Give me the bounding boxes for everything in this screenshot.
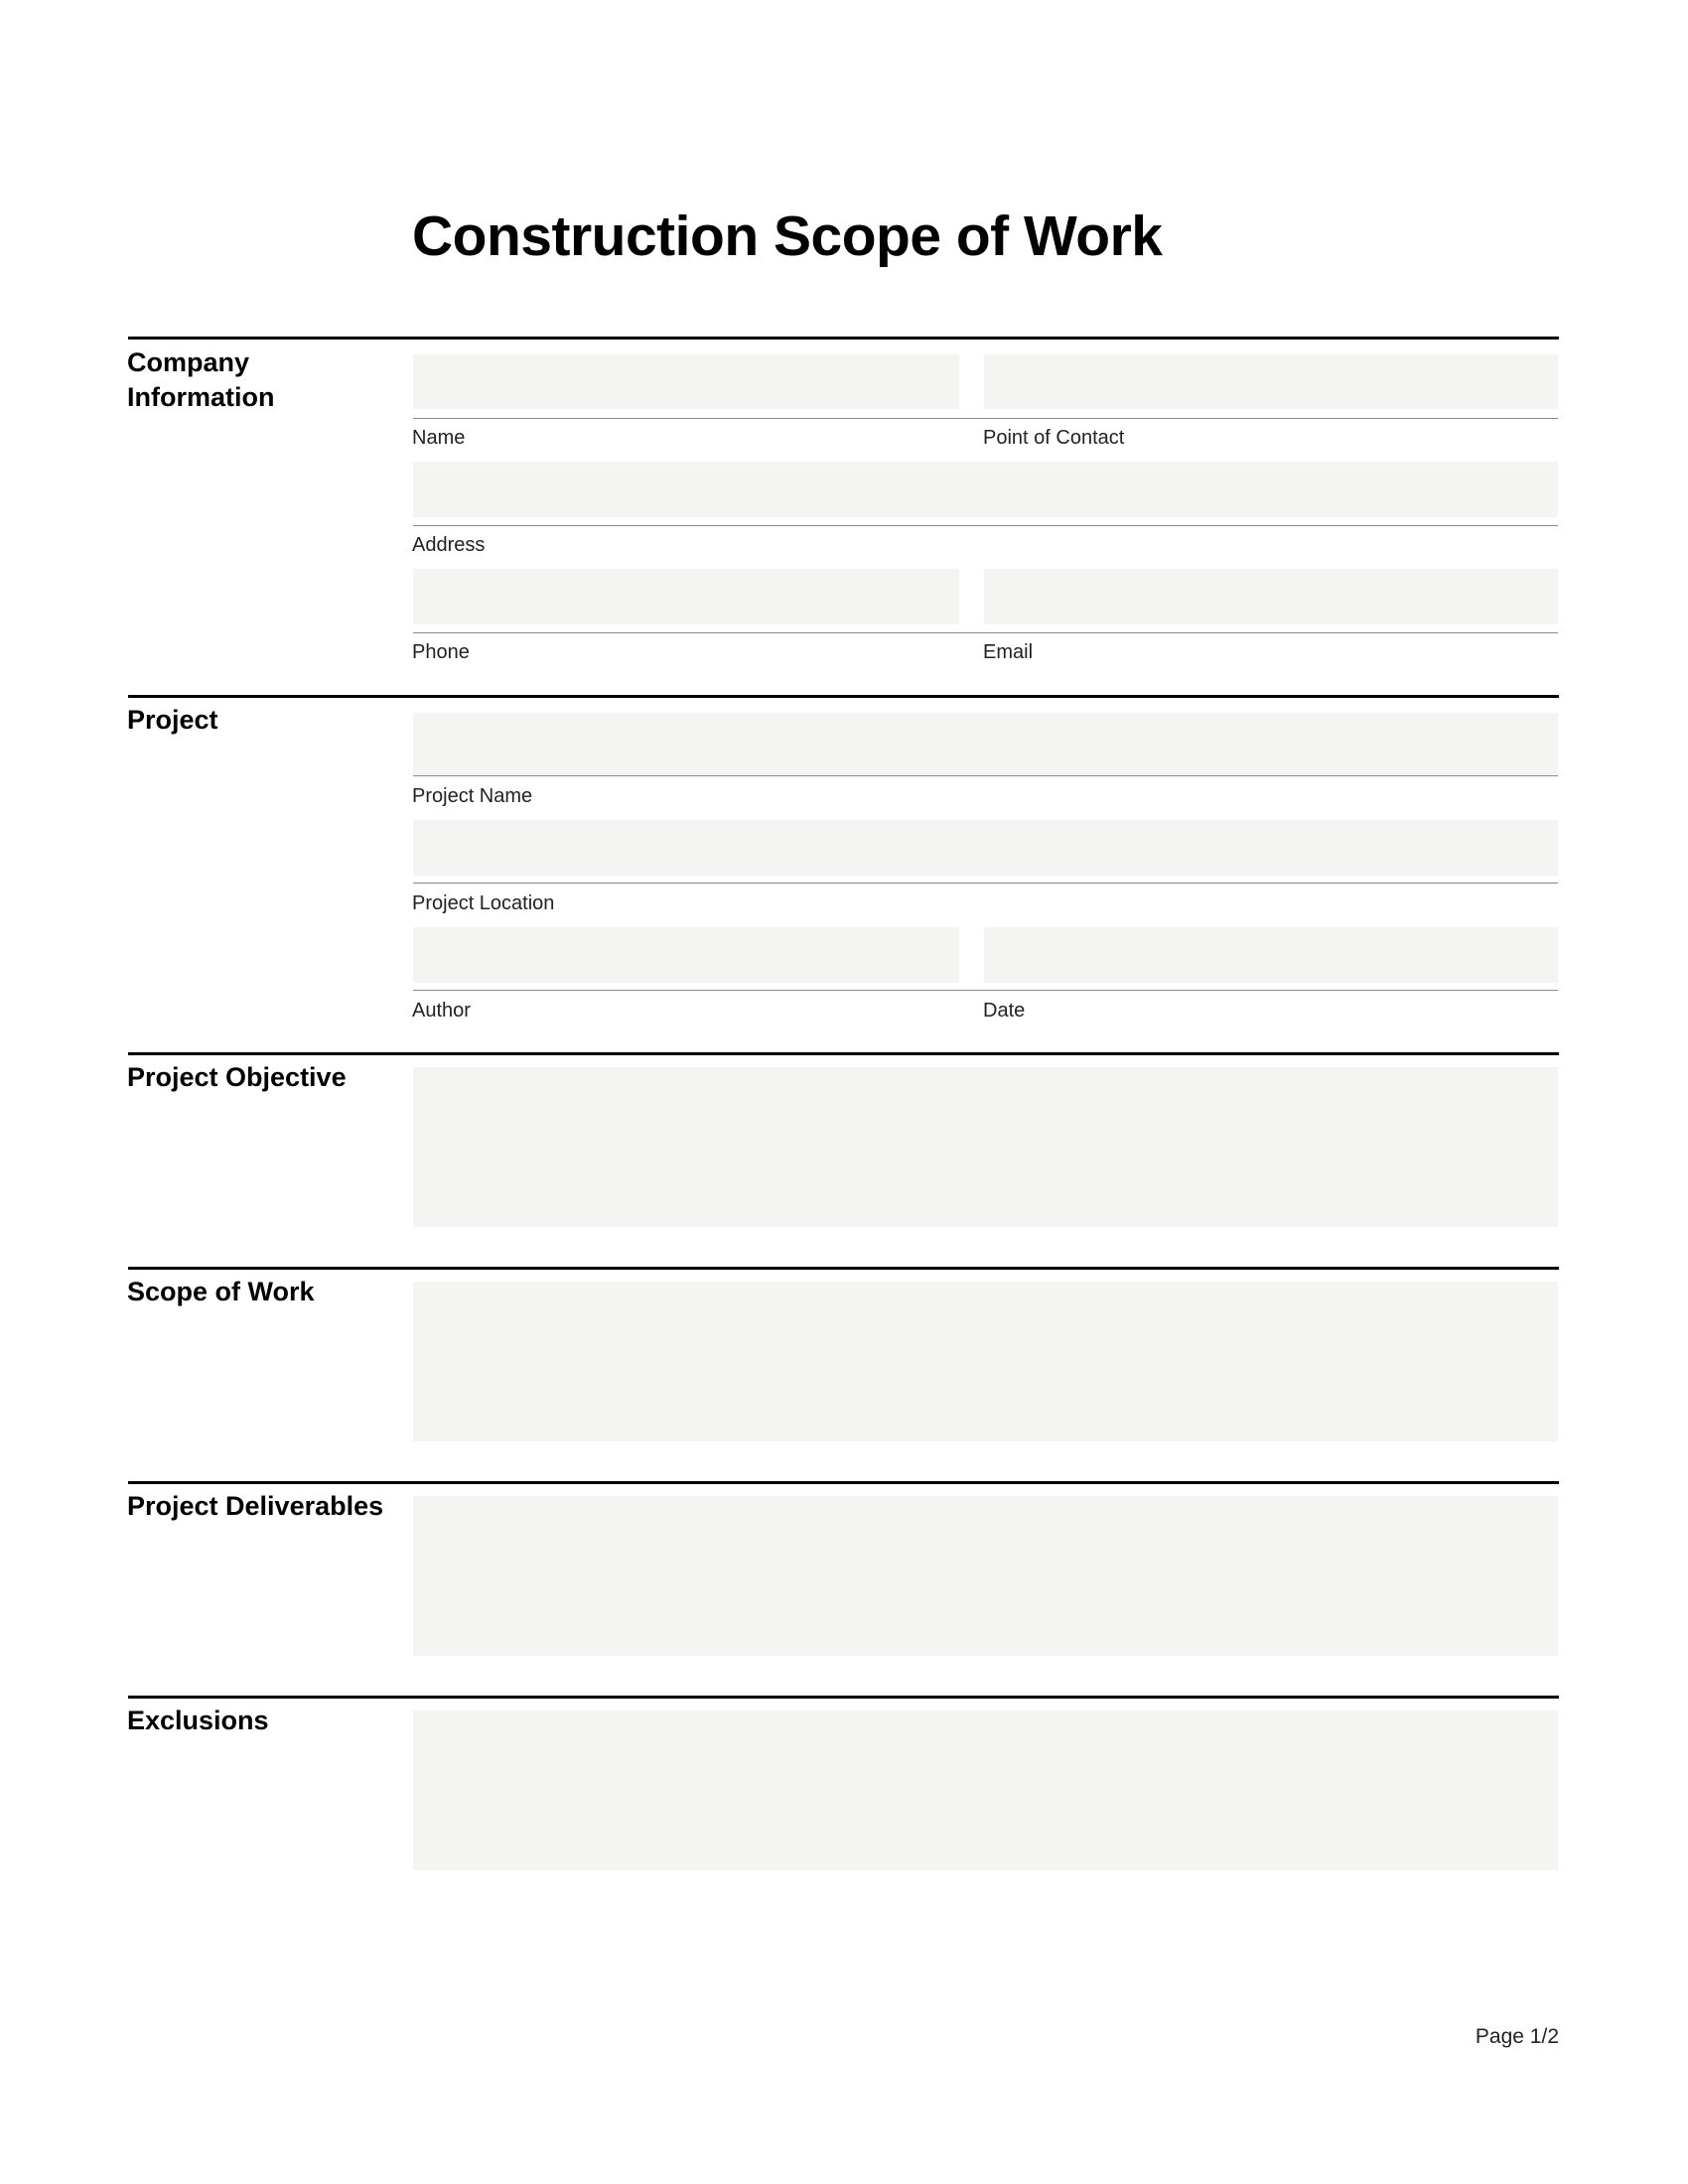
phone-label: Phone [412,641,470,663]
project-deliverables-textarea[interactable] [413,1496,1558,1656]
scope-of-work-textarea[interactable] [413,1282,1558,1441]
section-divider [128,1052,1559,1055]
field-underline [959,418,1558,419]
email-field[interactable] [984,569,1558,624]
field-underline [959,632,1558,633]
phone-field[interactable] [413,569,959,624]
project-location-label: Project Location [412,892,555,914]
email-label: Email [983,641,1034,663]
field-underline [413,990,959,991]
section-label-company: Company Information [127,347,275,412]
page-number: Page 1/2 [1475,2025,1559,2048]
date-label: Date [983,1000,1026,1022]
project-name-field[interactable] [413,713,1558,774]
section-divider [128,1267,1559,1270]
author-label: Author [412,1000,471,1022]
author-field[interactable] [413,927,959,983]
section-divider [128,1696,1559,1699]
address-field[interactable] [413,462,1558,517]
date-field[interactable] [984,927,1558,983]
field-underline [413,418,959,419]
section-label-exclusions: Exclusions [127,1706,269,1735]
address-label: Address [412,534,486,556]
name-label: Name [412,427,466,449]
point-of-contact-field[interactable] [984,354,1558,409]
project-name-label: Project Name [412,785,533,807]
section-label-project: Project [127,705,218,735]
section-divider [128,337,1559,340]
field-underline [959,990,1558,991]
point-of-contact-label: Point of Contact [983,427,1125,449]
section-label-objective: Project Objective [127,1062,347,1092]
field-underline [413,883,1558,884]
project-location-field[interactable] [413,820,1558,876]
section-divider [128,695,1559,698]
page-title: Construction Scope of Work [412,205,1163,268]
exclusions-textarea[interactable] [413,1710,1558,1870]
company-name-field[interactable] [413,354,959,409]
section-label-scope: Scope of Work [127,1277,315,1306]
field-underline [413,632,959,633]
field-underline [413,775,1558,776]
section-divider [128,1481,1559,1484]
section-label-deliverables: Project Deliverables [127,1491,384,1521]
project-objective-textarea[interactable] [413,1067,1558,1227]
field-underline [413,525,1558,526]
